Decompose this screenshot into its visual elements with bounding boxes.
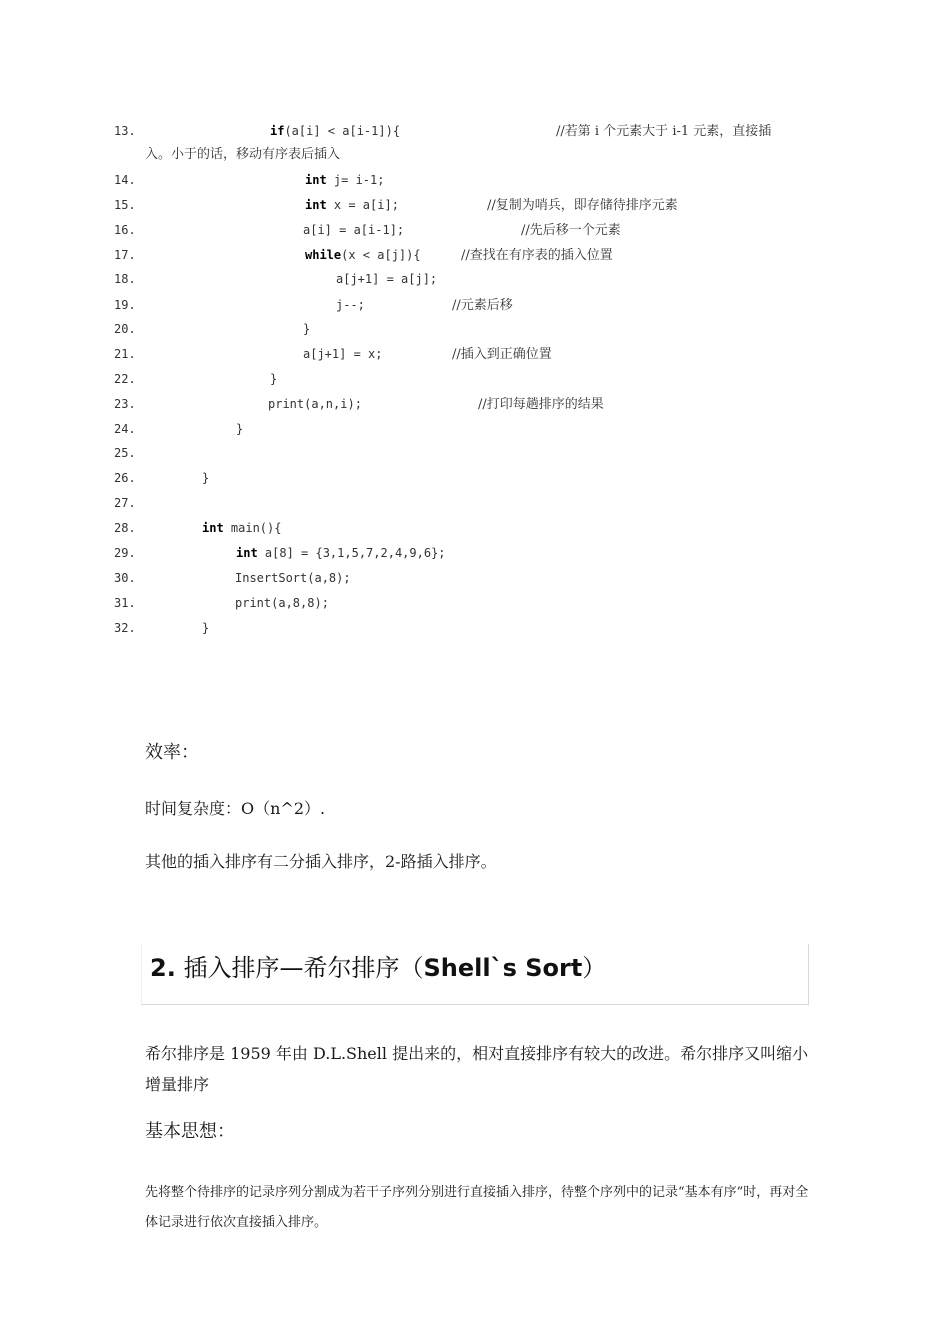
code-statement — [236, 421, 243, 437]
code-keyword: while — [305, 248, 342, 262]
basic-idea-paragraph: 先将整个待排序的记录序列分割成为若干子序列分别进行直接插入排序，待整个序列中的记录“基本有序”时，再对全体记录进行依次直接插入排序。 — [145, 1185, 809, 1230]
time-complexity-text: 时间复杂度：O（n^2）. — [145, 799, 326, 818]
code-comment — [478, 396, 604, 413]
code-text: main(){ — [223, 521, 282, 535]
comment-text: //若第 i 个元素大于 i-1 元素，直接插 — [556, 124, 772, 139]
code-statement — [202, 470, 209, 486]
line-number: 26. — [114, 471, 136, 485]
line-number: 29. — [114, 546, 136, 560]
code-statement — [336, 271, 437, 287]
code-comment-wrap: 入。小于的话，移动有序表后插入 — [145, 147, 341, 162]
line-number: 27. — [114, 496, 136, 510]
other-sorts-text: 其他的插入排序有二分插入排序，2-路插入排序。 — [145, 852, 497, 871]
code-keyword: int — [202, 521, 224, 535]
code-statement — [235, 570, 351, 586]
line-number: 32. — [114, 621, 136, 635]
code-statement — [202, 520, 281, 536]
line-number: 19. — [114, 298, 136, 312]
code-statement — [270, 123, 400, 139]
code-comment — [521, 222, 621, 239]
code-statement — [270, 371, 277, 387]
code-text: } — [202, 471, 210, 485]
line-number: 22. — [114, 372, 136, 386]
line-number: 17. — [114, 248, 136, 262]
line-number: 25. — [114, 446, 136, 460]
code-text: (x < a[j]){ — [341, 248, 421, 262]
code-text: a[j+1] = a[j]; — [336, 272, 438, 286]
efficiency-heading: 效率： — [145, 742, 199, 763]
section-title-cn: 插入排序—希尔排序（ — [183, 954, 424, 982]
line-number: 16. — [114, 223, 136, 237]
code-keyword: int — [236, 546, 258, 560]
code-text: (a[i] < a[i-1]){ — [284, 124, 401, 138]
code-text: j--; — [336, 298, 365, 312]
section-heading — [150, 948, 606, 983]
section-title-en: Shell`s Sort — [423, 954, 583, 982]
comment-text: //打印每趟排序的结果 — [478, 397, 604, 412]
code-keyword: int — [305, 198, 327, 212]
code-statement — [305, 247, 421, 263]
code-statement — [303, 346, 382, 362]
code-comment — [487, 197, 678, 214]
code-text: print(a,n,i); — [268, 397, 362, 411]
line-number: 31. — [114, 596, 136, 610]
code-statement — [202, 620, 209, 636]
code-text: } — [270, 372, 278, 386]
code-comment — [452, 297, 513, 314]
line-number: 18. — [114, 272, 136, 286]
code-text: } — [202, 621, 210, 635]
line-number: 24. — [114, 422, 136, 436]
line-number: 20. — [114, 322, 136, 336]
code-statement — [336, 297, 365, 313]
comment-text: //元素后移 — [452, 298, 513, 313]
code-statement — [305, 197, 399, 213]
line-number: 23. — [114, 397, 136, 411]
comment-text: //插入到正确位置 — [452, 347, 552, 362]
code-text: j= i-1; — [326, 173, 385, 187]
line-number: 15. — [114, 198, 136, 212]
section-title-close: ） — [582, 954, 607, 982]
comment-text: //查找在有序表的插入位置 — [461, 248, 613, 263]
code-text: print(a,8,8); — [235, 596, 329, 610]
code-text: a[i] = a[i-1]; — [303, 223, 405, 237]
code-comment — [452, 346, 552, 363]
comment-text: //先后移一个元素 — [521, 223, 621, 238]
line-number: 13. — [114, 124, 136, 138]
shell-intro-paragraph: 希尔排序是 1959 年由 D.L.Shell 提出来的，相对直接排序有较大的改进。希尔排序又叫缩小增量排序 — [145, 1044, 809, 1094]
code-keyword: if — [270, 124, 285, 138]
basic-idea-heading: 基本思想： — [145, 1121, 235, 1142]
line-number: 30. — [114, 571, 136, 585]
code-text: a[j+1] = x; — [303, 347, 383, 361]
code-text: InsertSort(a,8); — [235, 571, 351, 585]
section-number: 2. — [150, 954, 176, 982]
comment-text: //复制为哨兵，即存储待排序元素 — [487, 198, 678, 213]
code-statement — [268, 396, 362, 412]
code-comment — [556, 123, 771, 140]
code-statement — [303, 222, 404, 238]
code-statement — [236, 545, 446, 561]
code-comment — [461, 247, 613, 264]
code-text: x = a[i]; — [326, 198, 399, 212]
code-statement — [303, 321, 310, 337]
code-keyword: int — [305, 173, 327, 187]
code-statement — [235, 595, 329, 611]
code-text: } — [236, 422, 244, 436]
line-number: 21. — [114, 347, 136, 361]
code-text: } — [303, 322, 311, 336]
line-number: 14. — [114, 173, 136, 187]
code-text: a[8] = {3,1,5,7,2,4,9,6}; — [257, 546, 446, 560]
line-number: 28. — [114, 521, 136, 535]
code-statement — [305, 172, 384, 188]
